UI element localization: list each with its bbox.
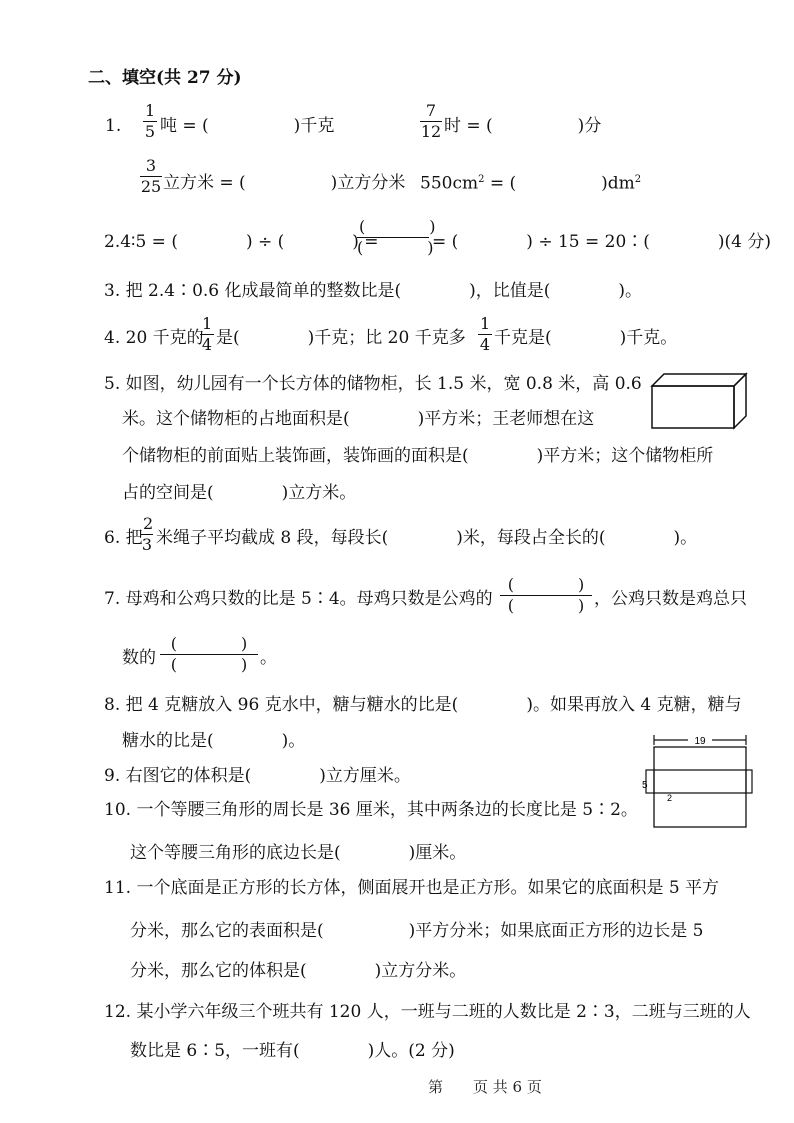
q1a-fraction [143,103,157,140]
q1d-part1: 550cm [420,173,479,194]
q4-f1-den: 4 [201,335,213,354]
q10-line1: 10. 一个等腰三角形的周长是 36 厘米，其中两条边的长度比是 5∶2。 [104,800,638,820]
q5-line3: 个储物柜的前面贴上装饰画，装饰画的面积是( )平方米；这个储物柜所 [122,446,714,466]
q7-f2-num: ( ) [160,636,258,655]
q8-line1: 8. 把 4 克糖放入 96 克水中，糖与糖水的比是( )。如果再放入 4 克糖，糖与 [104,695,742,715]
q7-part4: 。 [260,648,277,668]
q2-frac-den: ( ) [357,238,434,257]
q9-inner-dim: 2 [667,793,673,803]
q4-fraction2 [478,316,492,353]
q4-f2-num: 1 [480,314,491,333]
q6-f-num: 2 [143,514,154,533]
q1b-denominator: 12 [420,122,442,141]
q1d-text [420,175,641,193]
q7-part3: 数的 [122,648,156,668]
q1b-text: 时 = ( )分 [444,116,602,136]
q6-part1: 6. 把 [104,528,143,548]
q2-frac-num: ( ) [359,217,436,236]
q2-left: 2.4∶5 = ( ) ÷ ( ) = [104,232,379,252]
q1c-denominator: 25 [140,177,162,196]
q6-part2: 米绳子平均截成 8 段，每段长( )米，每段占全长的( )。 [156,528,698,548]
q1c-fraction [140,158,162,195]
q7-fraction2 [160,636,258,673]
q11-line3: 分米，那么它的体积是( )立方分米。 [130,961,467,981]
q4-fraction1 [200,316,214,353]
q1c-numerator: 3 [140,158,162,177]
q1d-part2: = ( )dm [484,173,635,194]
q7-f1-den: ( ) [507,596,585,615]
q12-line2: 数比是 6∶5，一班有( )人。(2 分) [130,1041,455,1061]
cuboid-figure [650,372,750,430]
q9-net-figure [640,730,752,830]
q1a-text: 吨 = ( )千克 [160,116,335,136]
q5-line2: 米。这个储物柜的占地面积是( )平方米；王老师想在这 [122,409,595,429]
q7-part1: 7. 母鸡和公鸡只数的比是 5∶4。母鸡只数是公鸡的 [104,589,493,609]
q9-top-dim: 19 [694,736,706,747]
q4-part3: 千克是( )千克。 [494,328,678,348]
q7-f2-den: ( ) [170,655,248,674]
q2-fraction [357,217,436,257]
q7-fraction1 [500,577,592,614]
q2-right: = ( ) ÷ 15 = 20∶( )(4 分) [432,232,772,252]
q4-f2-den: 4 [479,335,491,354]
q1b-fraction [420,103,442,140]
q9-text: 9. 右图它的体积是( )立方厘米。 [104,766,411,786]
q9-left-dim: 5 [642,780,648,791]
q1a-numerator: 1 [145,101,156,120]
q8-line2: 糖水的比是( )。 [122,731,306,751]
q1c-text: 立方米 = ( )立方分米 [163,173,406,193]
q5-line4: 占的空间是( )立方米。 [122,483,357,503]
q6-f-den: 3 [141,535,153,554]
q11-line2: 分米，那么它的表面积是( )平方分米；如果底面正方形的边长是 5 [130,921,704,941]
q4-f1-num: 1 [202,314,213,333]
q7-f1-num: ( ) [500,577,592,596]
q4-part2: 是( )千克；比 20 千克多 [216,328,466,348]
section-title: 二、填空(共 27 分) [88,68,242,88]
q1d-sup1: 2 [478,174,485,185]
q7-part2: ，公鸡只数是鸡总只 [594,589,747,609]
q6-fraction [141,516,153,553]
q10-line2: 这个等腰三角形的底边长是( )厘米。 [130,843,467,863]
q12-line1: 12. 某小学六年级三个班共有 120 人，一班与二班的人数比是 2∶3，二班与三班的人 [104,1002,751,1022]
q1b-numerator: 7 [420,103,442,122]
q5-line1: 5. 如图，幼儿园有一个长方体的储物柜，长 1.5 米，宽 0.8 米，高 0.6 [104,374,642,394]
q4-part1: 4. 20 千克的 [104,328,204,348]
q1a-denominator: 5 [144,122,156,141]
q3-text: 3. 把 2.4∶0.6 化成最简单的整数比是( )，比值是( )。 [104,281,643,301]
q1-number: 1. [105,116,122,136]
q11-line1: 11. 一个底面是正方形的长方体，侧面展开也是正方形。如果它的底面积是 5 平方 [104,878,720,898]
q1d-sup2: 2 [634,174,642,185]
page-footer: 第 页 共 6 页 [428,1078,542,1096]
